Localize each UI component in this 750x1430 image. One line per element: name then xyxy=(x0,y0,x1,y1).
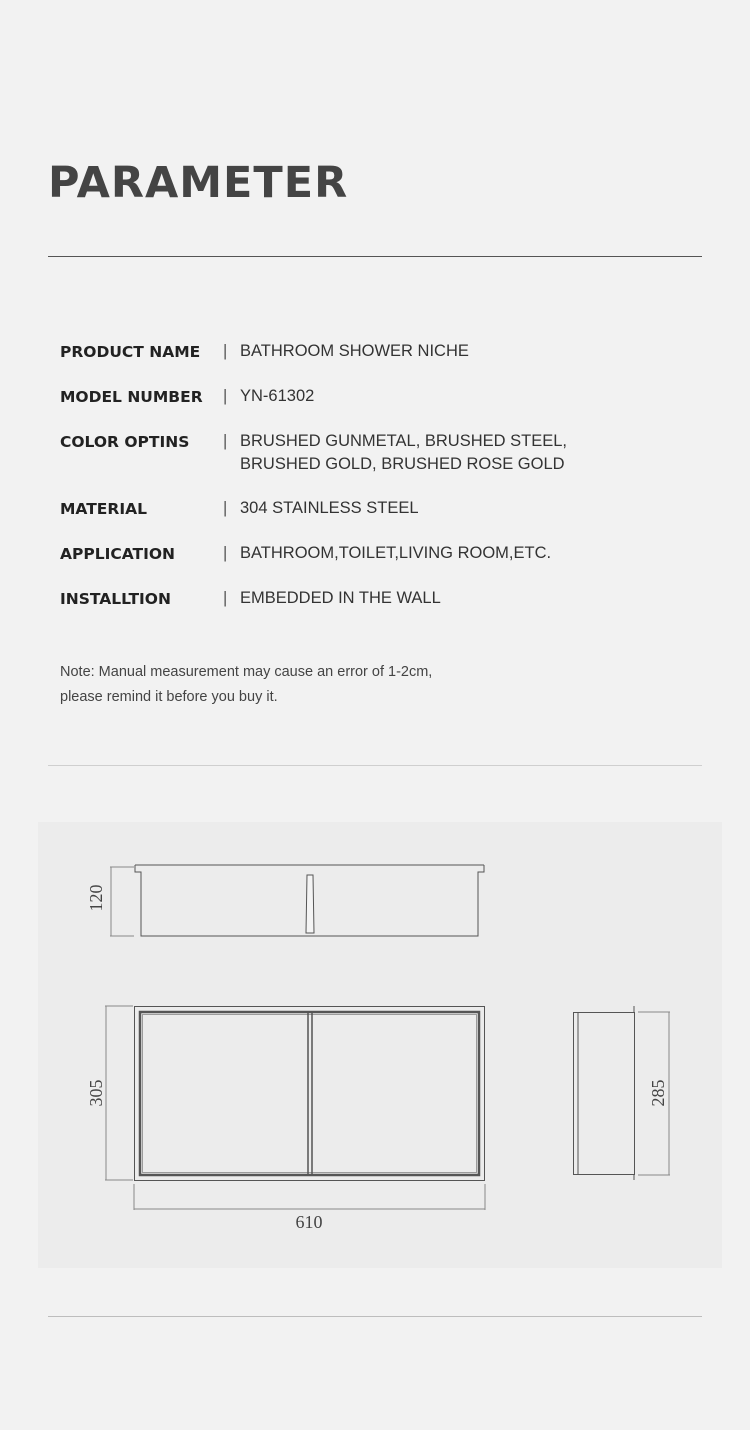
param-separator: | xyxy=(223,342,228,360)
dimension-drawing-svg xyxy=(38,822,722,1268)
param-value xyxy=(240,430,660,476)
height-dimension-label: 305 xyxy=(86,1079,106,1107)
param-label: MATERIAL xyxy=(60,500,147,518)
param-value-line: 304 STAINLESS STEEL xyxy=(240,499,419,517)
param-value-line: EMBEDDED IN THE WALL xyxy=(240,589,441,607)
note-line: please remind it before you buy it. xyxy=(60,689,278,705)
middle-divider xyxy=(48,765,702,766)
param-value xyxy=(240,340,660,363)
param-label: APPLICATION xyxy=(60,545,176,563)
top-divider xyxy=(48,256,702,257)
param-value xyxy=(240,587,660,610)
param-label: INSTALLTION xyxy=(60,590,171,608)
bottom-divider xyxy=(48,1316,702,1317)
width-dimension-label: 610 xyxy=(295,1212,323,1232)
page-title: PARAMETER xyxy=(48,158,349,208)
top-view xyxy=(110,865,484,936)
param-value xyxy=(240,542,660,565)
param-value-line: BRUSHED GUNMETAL, BRUSHED STEEL, xyxy=(240,432,568,450)
inner-height-dimension-label: 285 xyxy=(648,1079,668,1107)
note-line: Note: Manual measurement may cause an error of 1-2cm, xyxy=(60,664,433,680)
param-value xyxy=(240,497,660,520)
param-label: COLOR OPTINS xyxy=(60,433,190,451)
param-value xyxy=(240,385,660,408)
param-label: PRODUCT NAME xyxy=(60,343,201,361)
param-separator: | xyxy=(223,387,228,405)
param-separator: | xyxy=(223,589,228,607)
front-view xyxy=(105,1006,485,1210)
dimension-drawing xyxy=(38,822,722,1268)
param-value-line: BATHROOM,TOILET,LIVING ROOM,ETC. xyxy=(240,544,552,562)
param-value-line: BATHROOM SHOWER NICHE xyxy=(240,342,469,360)
depth-dimension-label: 120 xyxy=(86,884,106,912)
param-separator: | xyxy=(223,432,228,450)
measurement-note xyxy=(60,660,660,710)
param-separator: | xyxy=(223,544,228,562)
param-value-line: BRUSHED GOLD, BRUSHED ROSE GOLD xyxy=(240,455,565,473)
param-separator: | xyxy=(223,499,228,517)
param-label: MODEL NUMBER xyxy=(60,388,203,406)
param-value-line: YN-61302 xyxy=(240,387,315,405)
